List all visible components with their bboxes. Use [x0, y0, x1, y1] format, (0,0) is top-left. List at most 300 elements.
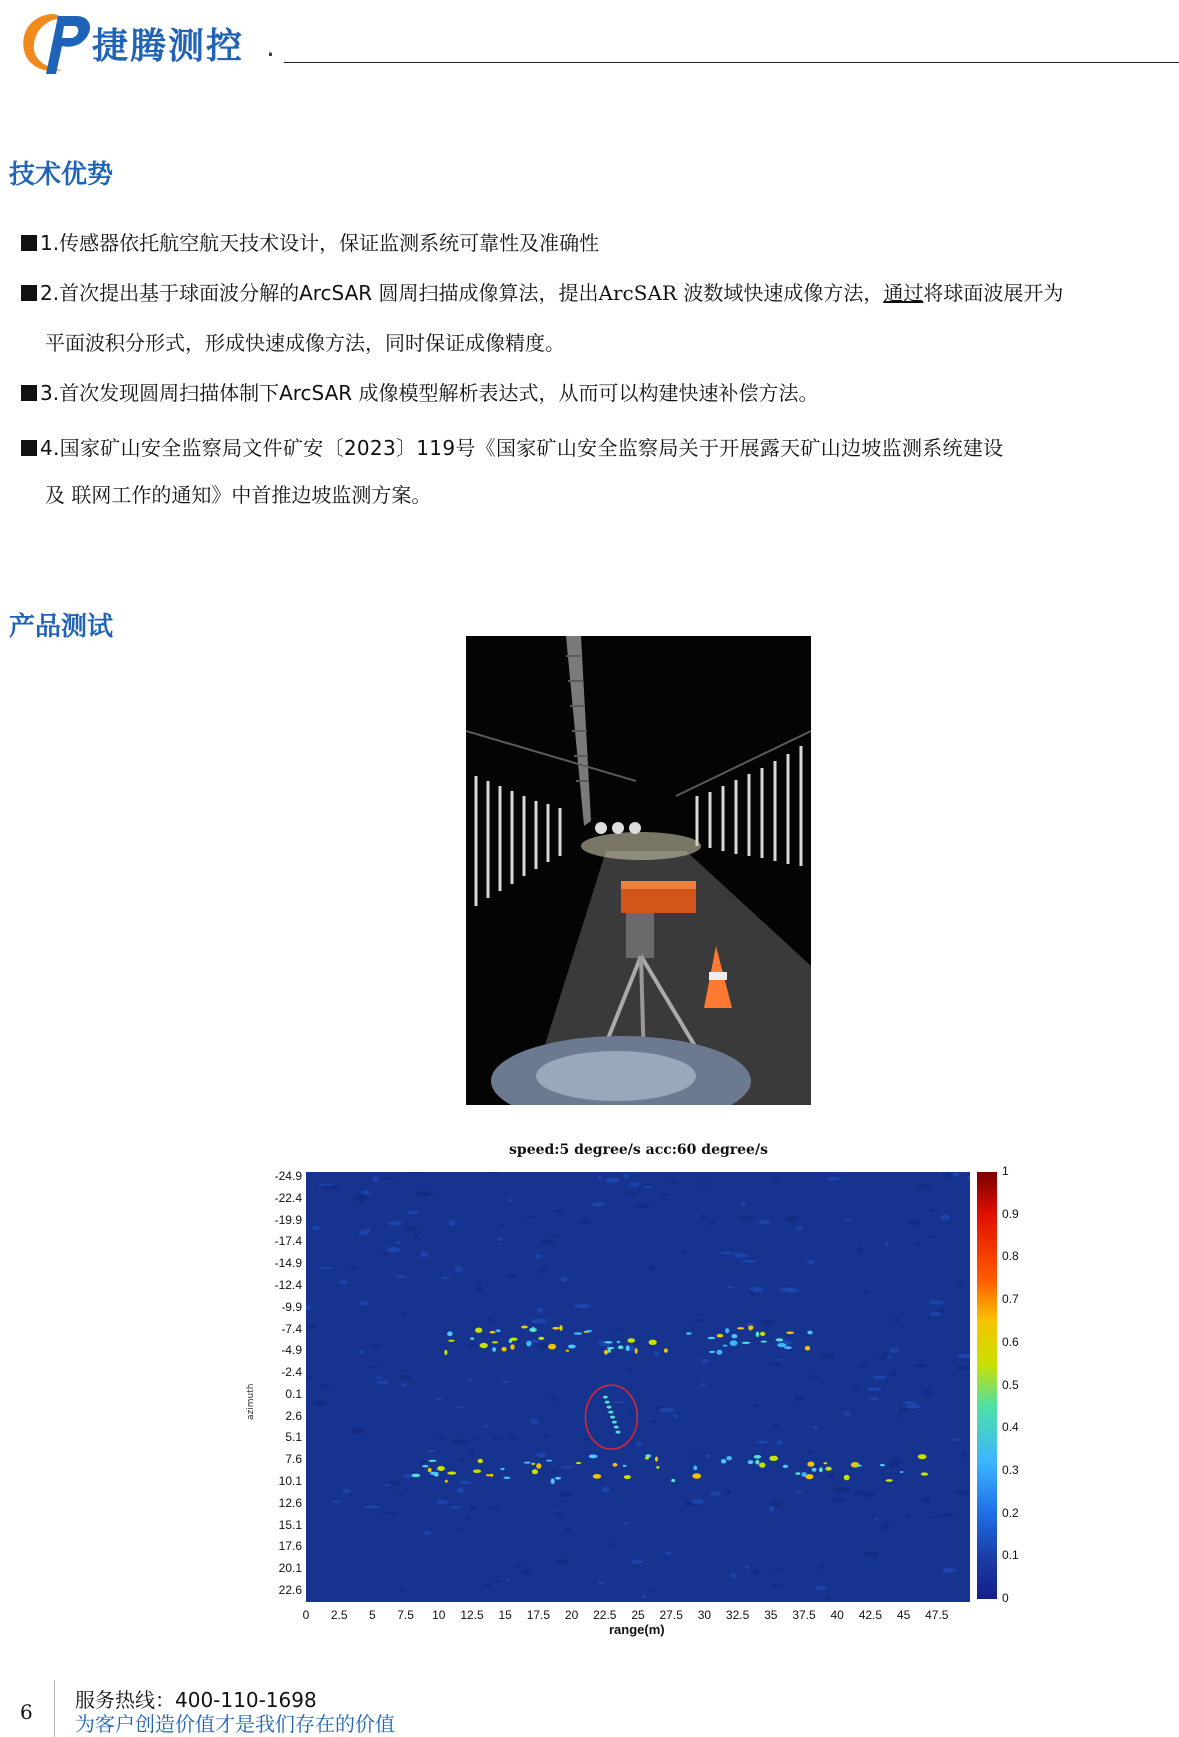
heatmap-hotspot	[604, 1350, 608, 1355]
advantage-text: 2.首次提出基于球面波分解的ArcSAR 圆周扫描成像算法，提出	[40, 281, 599, 305]
heatmap-speckle	[399, 1375, 411, 1379]
heatmap-speckle	[794, 1397, 804, 1401]
x-tick-label: 25	[631, 1608, 645, 1622]
heatmap-speckle	[914, 1242, 920, 1246]
heatmap-speckle	[502, 1381, 510, 1383]
heatmap-hotspot	[742, 1342, 751, 1344]
heatmap-hotspot	[589, 1455, 598, 1459]
heatmap-hotspot	[529, 1328, 537, 1332]
heatmap-speckle	[395, 1494, 403, 1496]
heatmap-speckle	[726, 1286, 734, 1288]
heatmap-speckle	[873, 1375, 887, 1379]
heatmap-speckle	[559, 1493, 572, 1497]
heatmap-speckle	[700, 1359, 709, 1363]
heatmap-speckle	[922, 1498, 931, 1502]
heatmap-hotspot	[708, 1337, 716, 1340]
heatmap-hotspot	[756, 1332, 760, 1338]
heatmap-speckle	[957, 1283, 962, 1288]
heatmap-speckle	[650, 1265, 655, 1270]
heatmap-speckle	[758, 1220, 771, 1224]
colorbar-tick-label: 0.8	[1002, 1249, 1019, 1264]
heatmap-hotspot	[823, 1462, 827, 1464]
y-axis-label: azimuth	[246, 1383, 256, 1420]
heatmap-speckle	[523, 1569, 532, 1575]
heatmap-speckle	[650, 1420, 656, 1424]
heatmap-speckle	[451, 1439, 466, 1445]
heatmap-speckle	[741, 1260, 757, 1263]
heatmap-speckle	[465, 1517, 471, 1520]
heatmap-speckle	[598, 1176, 602, 1180]
heatmap-speckle	[358, 1200, 364, 1203]
heatmap-speckle	[602, 1487, 610, 1493]
colorbar	[977, 1172, 997, 1599]
heatmap-hotspot	[422, 1465, 428, 1468]
heatmap-hotspot	[717, 1334, 724, 1338]
heatmap-speckle	[419, 1459, 427, 1464]
heatmap-speckle	[537, 1343, 549, 1348]
heatmap-speckle	[876, 1357, 885, 1359]
heatmap-hotspot	[807, 1331, 812, 1335]
heatmap-speckle	[540, 1239, 556, 1243]
heatmap-hotspot	[548, 1344, 556, 1350]
heatmap-speckle	[913, 1364, 927, 1368]
heatmap-speckle	[874, 1518, 879, 1520]
heatmap-hotspot	[649, 1340, 657, 1345]
heatmap-speckle	[629, 1412, 634, 1415]
y-tick-label: -22.4	[274, 1190, 302, 1205]
heatmap-speckle	[776, 1440, 783, 1445]
heatmap-speckle	[905, 1514, 910, 1518]
x-tick-label: 20	[564, 1608, 579, 1622]
y-tick-label: 10.1	[278, 1474, 302, 1489]
heatmap-hotspot	[576, 1462, 582, 1464]
heatmap-hotspot	[626, 1345, 630, 1351]
x-tick-label: 0	[302, 1608, 310, 1622]
bullet-square-icon	[21, 440, 37, 456]
heatmap-speckle	[532, 1319, 548, 1324]
y-tick-label: -7.4	[281, 1321, 302, 1336]
advantage-text: 3.首次发现圆周扫描体制下ArcSAR 成像模型解析表达式，从而可以构建快速补偿方法。	[40, 381, 819, 405]
x-tick-label: 40	[830, 1608, 844, 1622]
heatmap-speckle	[897, 1415, 902, 1418]
heatmap-speckle	[943, 1173, 952, 1177]
heatmap-hotspot	[721, 1459, 726, 1464]
heatmap-speckle	[489, 1507, 501, 1509]
y-tick-label: -19.9	[274, 1212, 302, 1227]
x-tick-label: 5	[369, 1608, 376, 1622]
heatmap-hotspot	[755, 1460, 759, 1465]
heatmap-speckle	[372, 1344, 379, 1348]
heatmap-speckle	[883, 1352, 887, 1357]
heatmap-hotspot	[754, 1455, 761, 1459]
heatmap-speckle	[885, 1241, 889, 1246]
target-hotspot	[603, 1396, 608, 1399]
heatmap-hotspot	[613, 1463, 618, 1467]
colorbar-tick-label: 0.6	[1002, 1334, 1019, 1349]
x-tick-label: 17.5	[526, 1608, 551, 1622]
heatmap-speckle	[642, 1595, 646, 1599]
heatmap-speckle	[508, 1199, 513, 1202]
heatmap-speckle	[482, 1584, 491, 1587]
heatmap-hotspot	[559, 1325, 562, 1331]
test-scene-photo	[466, 636, 811, 1105]
heatmap-speckle	[752, 1404, 759, 1407]
heatmap-speckle	[498, 1224, 503, 1227]
heatmap-speckle	[701, 1383, 706, 1387]
heatmap-speckle	[776, 1359, 783, 1361]
heatmap-speckle	[815, 1586, 826, 1590]
heatmap-hotspot	[617, 1341, 621, 1343]
heatmap-speckle	[756, 1441, 768, 1444]
heatmap-speckle	[769, 1506, 775, 1512]
header-rule	[284, 62, 1179, 63]
heatmap-speckle	[827, 1474, 834, 1478]
heatmap-speckle	[855, 1491, 867, 1495]
heatmap-speckle	[796, 1226, 803, 1231]
heatmap-speckle	[476, 1286, 483, 1292]
heatmap-speckle	[372, 1176, 378, 1181]
heatmap-hotspot	[447, 1472, 456, 1475]
heatmap-hotspot	[825, 1467, 831, 1471]
heatmap-speckle	[899, 1408, 909, 1413]
heatmap-speckle	[785, 1216, 798, 1221]
heatmap-hotspot	[607, 1347, 615, 1349]
heatmap-speckle	[493, 1436, 504, 1440]
heatmap-speckle	[550, 1398, 557, 1402]
heatmap-hotspot	[492, 1347, 496, 1351]
page-number: 6	[20, 1700, 33, 1724]
heatmap-speckle	[967, 1177, 970, 1180]
heatmap-speckle	[319, 1267, 334, 1269]
heatmap-hotspot	[806, 1474, 814, 1479]
heatmap-hotspot	[510, 1344, 514, 1350]
heatmap-speckle	[858, 1364, 867, 1367]
heatmap-hotspot	[645, 1457, 649, 1460]
heatmap-speckle	[940, 1514, 955, 1517]
heatmap-speckle	[928, 1209, 936, 1211]
heatmap-hotspot	[521, 1326, 528, 1329]
heatmap-speckle	[488, 1318, 495, 1323]
heatmap-hotspot	[524, 1462, 531, 1464]
heatmap-speckle	[954, 1491, 969, 1496]
heatmap-speckle	[413, 1234, 419, 1237]
x-tick-label: 32.5	[725, 1608, 750, 1622]
heatmap-speckle	[844, 1219, 852, 1221]
heatmap-speckle	[538, 1268, 546, 1273]
heatmap-speckle	[535, 1254, 543, 1258]
heatmap-speckle	[692, 1319, 704, 1321]
heatmap-speckle	[768, 1363, 781, 1366]
heatmap-hotspot	[692, 1473, 701, 1479]
heatmap-hotspot	[475, 1328, 482, 1333]
heatmap-hotspot	[546, 1460, 553, 1462]
heatmap-speckle	[556, 1559, 568, 1564]
heatmap-hotspot	[492, 1341, 499, 1343]
heatmap-speckle	[387, 1247, 400, 1253]
heatmap-speckle	[456, 1528, 462, 1530]
heatmap-hotspot	[730, 1340, 738, 1346]
heatmap-speckle	[401, 1312, 406, 1315]
x-tick-label: 30	[697, 1608, 712, 1622]
heatmap-speckle	[449, 1220, 456, 1226]
y-tick-label: 0.1	[285, 1386, 302, 1401]
heatmap-speckle	[761, 1320, 776, 1325]
heatmap-speckle	[396, 1275, 406, 1278]
heatmap-speckle	[854, 1385, 860, 1391]
heatmap-speckle	[509, 1434, 514, 1439]
x-tick-label: 12.5	[460, 1608, 484, 1622]
heatmap-hotspot	[737, 1327, 744, 1329]
heatmap-speckle	[332, 1500, 342, 1503]
heatmap-speckle	[665, 1552, 672, 1556]
colorbar-tick-label: 1	[1002, 1164, 1009, 1178]
heatmap-speckle	[673, 1414, 678, 1418]
heatmap-hotspot	[921, 1472, 928, 1475]
heatmap-speckle	[957, 1354, 970, 1358]
heatmap-speckle	[636, 1441, 642, 1447]
heatmap-hotspot	[726, 1456, 732, 1460]
advantage-item-2-cont: 平面波积分形式，形成快速成像方法，同时保证成像精度。	[45, 331, 565, 355]
advantage-text: 1.传感器依托航空航天技术设计，保证监测系统可靠性及准确性	[40, 231, 600, 255]
y-tick-label: 12.6	[278, 1495, 302, 1510]
company-slogan: 为客户创造价值才是我们存在的价值	[75, 1712, 395, 1736]
heatmap-speckle	[460, 1481, 472, 1485]
heatmap-speckle	[360, 1301, 369, 1306]
heatmap-speckle	[553, 1209, 563, 1212]
heatmap-hotspot	[500, 1468, 504, 1470]
heatmap-speckle	[553, 1234, 561, 1237]
heatmap-speckle	[701, 1215, 706, 1220]
heatmap-speckle	[922, 1390, 933, 1395]
heatmap-hotspot	[807, 1462, 814, 1467]
heatmap-speckle	[364, 1505, 379, 1509]
heatmap-speckle	[490, 1172, 499, 1174]
heatmap-speckle	[691, 1455, 701, 1457]
heatmap-speckle	[560, 1277, 568, 1283]
bullet-square-icon	[21, 285, 37, 301]
heatmap-speckle	[807, 1259, 815, 1264]
brand-name: 捷腾测控	[92, 26, 245, 67]
heatmap-hotspot	[448, 1340, 455, 1342]
y-tick-label: -4.9	[281, 1343, 302, 1358]
heatmap-speckle	[930, 1312, 942, 1316]
heatmap-speckle	[929, 1300, 944, 1305]
heatmap-speckle	[660, 1193, 670, 1196]
heatmap-hotspot	[586, 1330, 592, 1333]
heatmap-speckle	[368, 1366, 381, 1368]
heatmap-hotspot	[819, 1467, 823, 1472]
target-hotspot	[605, 1401, 610, 1404]
x-tick-label: 10	[432, 1608, 446, 1622]
heatmap-speckle	[881, 1524, 890, 1529]
heatmap-hotspot	[428, 1468, 432, 1472]
y-tick-label: -17.4	[274, 1234, 302, 1249]
heatmap-speckle	[351, 1428, 365, 1434]
company-logo-icon	[14, 8, 94, 78]
service-hotline: 服务热线：400-110-1698	[75, 1688, 317, 1712]
y-tick-label: -14.9	[274, 1256, 302, 1271]
y-tick-label: -2.4	[281, 1365, 302, 1380]
heatmap-speckle	[377, 1381, 389, 1385]
heatmap-hotspot	[783, 1465, 788, 1468]
colorbar-tick-label: 0.7	[1002, 1292, 1019, 1307]
heatmap-speckle	[780, 1288, 796, 1292]
heatmap-speckle	[354, 1194, 369, 1200]
heatmap-hotspot	[566, 1350, 569, 1352]
heatmap-speckle	[467, 1343, 477, 1346]
heatmap-speckle	[940, 1214, 950, 1220]
heatmap-speckle	[459, 1459, 465, 1463]
heatmap-speckle	[906, 1404, 922, 1409]
heatmap-speckle	[390, 1480, 401, 1486]
heatmap-speckle	[773, 1569, 783, 1571]
heatmap-hotspot	[503, 1477, 510, 1480]
heatmap-speckle	[908, 1220, 921, 1225]
target-hotspot	[608, 1411, 613, 1414]
heatmap-speckle	[468, 1379, 473, 1381]
heatmap-speckle	[456, 1406, 464, 1409]
colorbar-tick-label: 0	[1002, 1591, 1009, 1605]
heatmap-speckle	[469, 1506, 476, 1510]
heatmap-speckle	[360, 1350, 364, 1354]
footer-divider	[54, 1680, 55, 1737]
y-tick-label: 7.6	[285, 1452, 302, 1467]
heatmap-hotspot	[716, 1350, 722, 1355]
heatmap-hotspot	[555, 1477, 561, 1480]
heatmap-hotspot	[664, 1348, 668, 1352]
heatmap-hotspot	[526, 1341, 531, 1347]
x-tick-label: 42.5	[858, 1608, 883, 1622]
heatmap-speckle	[382, 1512, 397, 1515]
heatmap-hotspot	[480, 1343, 488, 1348]
chart-title: speed:5 degree/s acc:60 degree/s	[509, 1142, 768, 1158]
heatmap-hotspot	[671, 1479, 675, 1482]
heatmap-speckle	[361, 1190, 370, 1195]
heatmap-speckle	[869, 1398, 879, 1401]
heatmap-speckle	[350, 1265, 356, 1269]
heatmap-speckle	[857, 1247, 863, 1252]
colorbar-tick-label: 0.2	[1002, 1505, 1019, 1520]
colorbar-tick-label: 0.9	[1002, 1206, 1019, 1221]
heatmap-speckle	[744, 1566, 749, 1569]
heatmap-hotspot	[447, 1331, 453, 1336]
heatmap-speckle	[623, 1173, 629, 1178]
advantage-item-4	[21, 434, 1003, 462]
heatmap-speckle	[819, 1565, 824, 1570]
heatmap-speckle	[902, 1401, 916, 1404]
heatmap-speckle	[421, 1251, 428, 1257]
y-tick-label: 5.1	[285, 1430, 302, 1445]
heatmap-hotspot	[854, 1465, 862, 1467]
heatmap-speckle	[339, 1280, 349, 1284]
heatmap-speckle	[468, 1449, 475, 1455]
heatmap-speckle	[734, 1253, 747, 1258]
heatmap-speckle	[630, 1192, 637, 1196]
colorbar-tick-label: 0.5	[1002, 1377, 1019, 1392]
heatmap-hotspot	[568, 1345, 576, 1349]
x-tick-label: 22.5	[593, 1608, 617, 1622]
y-tick-label: 20.1	[278, 1561, 302, 1576]
heatmap-speckle	[864, 1290, 868, 1293]
heatmap-speckle	[822, 1354, 834, 1359]
heatmap-hotspot	[805, 1346, 810, 1351]
heatmap-hotspot	[655, 1457, 658, 1462]
heatmap-speckle	[579, 1219, 590, 1224]
brand-dot: .	[266, 30, 275, 63]
colorbar-tick-label: 0.4	[1002, 1420, 1019, 1435]
heatmap-speckle	[400, 1588, 405, 1593]
heatmap-speckle	[613, 1401, 625, 1403]
heatmap-speckle	[635, 1204, 650, 1208]
heatmap-speckle	[323, 1185, 339, 1189]
colorbar-tick-label: 0.3	[1002, 1462, 1019, 1477]
heatmap-speckle	[321, 1384, 330, 1388]
heatmap-hotspot	[918, 1454, 927, 1459]
heatmap-hotspot	[693, 1465, 697, 1470]
heatmap-hotspot	[760, 1332, 765, 1336]
heatmap-speckle	[484, 1425, 488, 1428]
heatmap-hotspot	[759, 1462, 765, 1467]
heatmap-speckle	[930, 1516, 939, 1518]
heatmap-speckle	[654, 1351, 659, 1357]
heatmap-speckle	[382, 1178, 395, 1180]
heatmap-speckle	[420, 1193, 435, 1196]
heatmap-speckle	[774, 1424, 779, 1427]
heatmap-speckle	[742, 1202, 746, 1206]
heatmap-hotspot	[538, 1337, 544, 1340]
section-title-testing: 产品测试	[9, 612, 114, 642]
y-tick-label: 2.6	[285, 1408, 302, 1423]
heatmap-speckle	[424, 1531, 432, 1536]
section-title-advantages: 技术优势	[9, 160, 114, 190]
heatmap-hotspot	[795, 1472, 800, 1475]
heatmap-speckle	[809, 1375, 819, 1377]
heatmap-speckle	[579, 1304, 591, 1308]
advantage-item-2	[21, 279, 1063, 307]
heatmap-hotspot	[434, 1474, 439, 1476]
x-tick-label: 37.5	[792, 1608, 816, 1622]
heatmap-speckle	[614, 1328, 623, 1330]
heatmap-speckle	[408, 1211, 419, 1214]
heatmap-hotspot	[656, 1466, 659, 1469]
bullet-square-icon	[21, 385, 37, 401]
heatmap-speckle	[583, 1438, 590, 1442]
heatmap-hotspot	[784, 1346, 792, 1349]
advantage-item-3	[21, 379, 819, 407]
heatmap-speckle	[770, 1502, 783, 1507]
heatmap-hotspot	[786, 1332, 794, 1335]
y-tick-label: -9.9	[281, 1299, 302, 1314]
heatmap-speckle	[454, 1266, 463, 1272]
heatmap-hotspot	[900, 1471, 903, 1473]
heatmap-speckle	[832, 1486, 836, 1491]
heatmap-speckle	[887, 1356, 892, 1358]
heatmap-speckle	[401, 1384, 408, 1387]
x-tick-label: 2.5	[330, 1608, 348, 1622]
heatmap-speckle	[826, 1596, 831, 1600]
heatmap-speckle	[342, 1489, 351, 1493]
heatmap-speckle	[731, 1574, 736, 1579]
heatmap-hotspot	[880, 1464, 885, 1466]
heatmap-speckle	[952, 1438, 959, 1441]
heatmap-hotspot	[532, 1469, 538, 1474]
heatmap-speckle	[436, 1500, 448, 1504]
heatmap-speckle	[537, 1307, 543, 1313]
heatmap-hotspot	[624, 1475, 631, 1479]
heatmap-plot	[306, 1172, 970, 1602]
heatmap-speckle	[306, 1376, 312, 1380]
y-tick-label: -12.4	[274, 1277, 302, 1292]
